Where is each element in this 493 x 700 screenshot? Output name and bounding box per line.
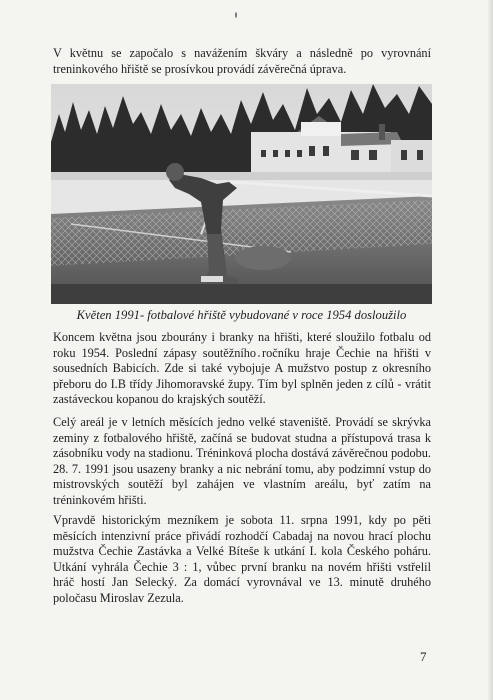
paragraph-2: Celý areál je v letních měsících jedno velké staveniště. Provádí se skrývka zeminy z fotbalového hřiště, začíná se budovat studna a přístupová trasa k zásobníku vody na stadionu. Tréninková plocha dostává závěrečnou podobu. 28. 7. 1991 jsou usazeny branky a nic nebrání tomu, aby podzimní vstup do mistrovských soutěží byl zahájen ve vlastním areálu, byť zatím na tréninkovém hřišti. bbox=[53, 415, 431, 507]
field-photo bbox=[51, 84, 432, 304]
photo-caption: Květen 1991- fotbalové hřiště vybudované v roce 1954 dosloužilo bbox=[76, 308, 407, 322]
page-number: 7 bbox=[420, 649, 427, 664]
page-edge bbox=[487, 0, 493, 700]
scan-speck bbox=[235, 12, 237, 18]
paragraph-intro: V květnu se započalo s navážením škváry a následně po vyrovnání treninkového hřiště se prosívkou provádí závěrečná úprava. bbox=[53, 46, 431, 76]
paragraph-1: Koncem května jsou zbourány i branky na hřišti, které sloužilo fotbalu od roku 1954. Poslední zápasy soutěžního ročníku hraje Čechie na hřišti v sousedních Babicích. Zde si také vybojuje A mužstvo postup z okresního přeboru do I.B třídy Jihomoravské župy. Tím byl splněn jeden z cílů - vrátit zastáveckou kopanou do krajských soutěží. bbox=[53, 330, 431, 407]
paragraph-3: Vpravdě historickým mezníkem je sobota 11. srpna 1991, kdy po pěti měsících intenzivní práce přivádí rozhodčí Cabadaj na novou hrací plochu mužstva Čechie Zastávka a Velké Bíteše k utkání I. kola Českého poháru. Utkání vyhrála Čechie 3 : 1, vůbec první branku na novém hřišti vstřelil hráč hostí Jan Selecký. Za domácí vyrovnával ve 13. minutě druhého poločasu Miroslav Zezula. bbox=[53, 513, 431, 605]
